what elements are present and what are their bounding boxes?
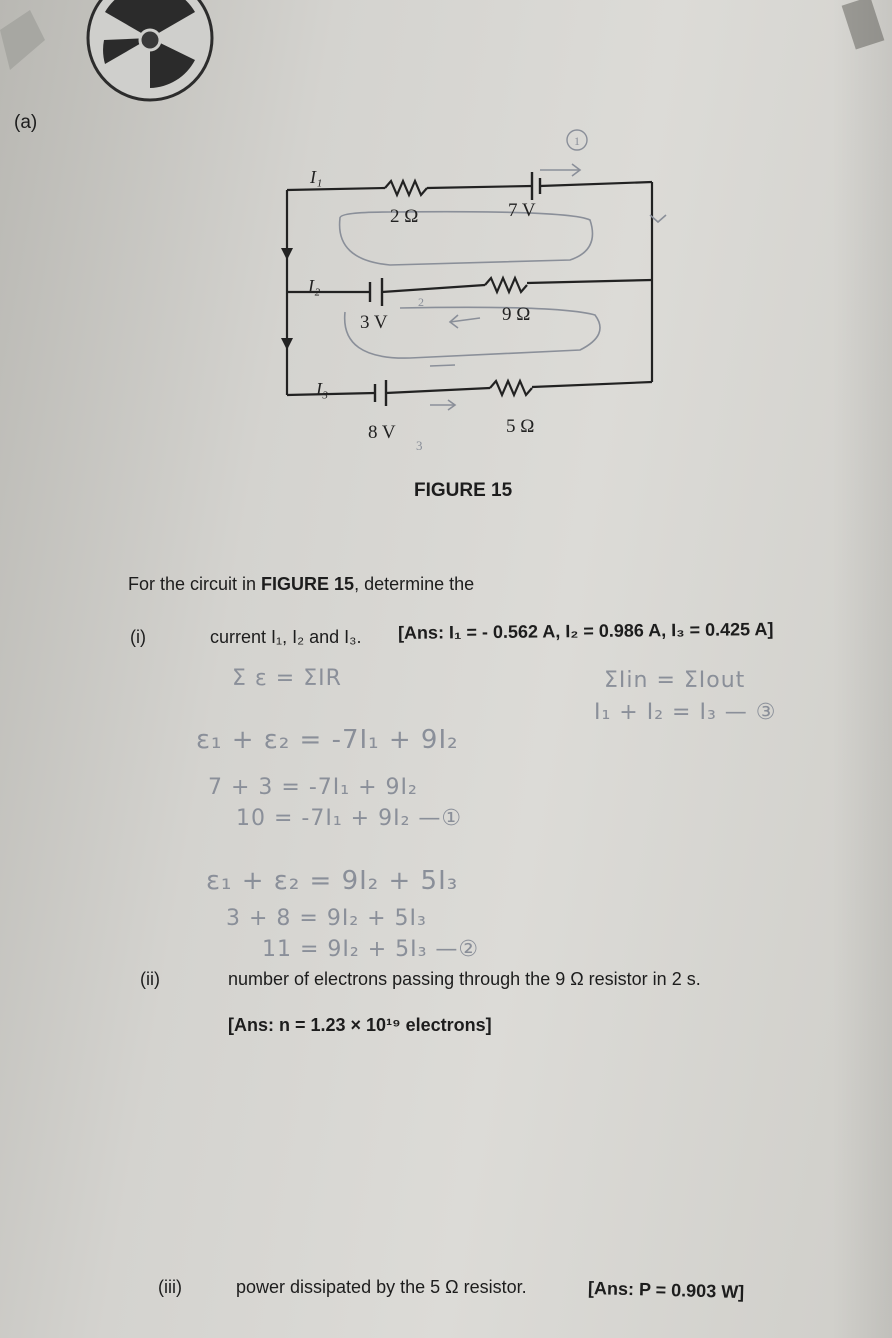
part-i-text: current I₁, I₂ and I₃. bbox=[210, 627, 362, 647]
radiation-sticker-icon bbox=[0, 0, 260, 100]
label-8v: 8 V bbox=[368, 422, 396, 443]
part-ii-number: (ii) bbox=[140, 969, 160, 989]
label-3v: 3 V bbox=[360, 312, 388, 333]
part-ii-text: number of electrons passing through the 9 Ω resistor in 2 s. bbox=[228, 969, 701, 989]
loop-marker-1: 1 bbox=[574, 134, 580, 148]
label-9ohm: 9 Ω bbox=[502, 304, 531, 325]
loop-marker-2: 2 bbox=[418, 295, 424, 309]
circuit-diagram bbox=[240, 120, 680, 453]
loop2-line2: 3 + 8 = 9I₂ + 5I₃ bbox=[226, 906, 427, 931]
loop-marker-3: 3 bbox=[416, 438, 423, 453]
label-i3: I₃ bbox=[316, 379, 329, 399]
kcl-equation: I₁ + I₂ = I₃ — ③ bbox=[594, 700, 777, 725]
kvl-rule: Σ ε = ΣIR bbox=[232, 666, 342, 691]
label-i2: I₂ bbox=[308, 276, 321, 296]
part-iii-number: (iii) bbox=[158, 1277, 182, 1297]
question-intro: For the circuit in FIGURE 15, determine the bbox=[128, 574, 475, 594]
loop1-line3: 10 = -7I₁ + 9I₂ —① bbox=[236, 806, 463, 831]
loop2-line3: 11 = 9I₂ + 5I₃ —② bbox=[262, 937, 480, 962]
label-5ohm: 5 Ω bbox=[506, 416, 535, 437]
loop1-line1: ε₁ + ε₂ = -7I₁ + 9I₂ bbox=[196, 725, 459, 755]
loop1-line2: 7 + 3 = -7I₁ + 9I₂ bbox=[208, 775, 418, 800]
page-shadow bbox=[832, 0, 892, 1338]
resistor-2ohm bbox=[385, 181, 427, 195]
kcl-rule: ΣIin = ΣIout bbox=[604, 668, 746, 693]
label-7v: 7 V bbox=[508, 200, 536, 221]
loop2-line1: ε₁ + ε₂ = 9I₂ + 5I₃ bbox=[206, 866, 459, 896]
part-iii-text: power dissipated by the 5 Ω resistor. bbox=[236, 1277, 527, 1297]
label-2ohm: 2 Ω bbox=[390, 206, 419, 227]
part-label: (a) bbox=[14, 112, 38, 133]
part-i-number: (i) bbox=[130, 627, 146, 647]
part-i-answer: [Ans: I₁ = - 0.562 A, I₂ = 0.986 A, I₃ = 0.425 A] bbox=[397, 619, 774, 643]
label-i1: I₁ bbox=[310, 167, 323, 187]
part-ii-answer: [Ans: n = 1.23 × 10¹⁹ electrons] bbox=[228, 1015, 492, 1035]
figure-title: FIGURE 15 bbox=[414, 480, 513, 501]
part-iii-answer: [Ans: P = 0.903 W] bbox=[587, 1277, 745, 1303]
